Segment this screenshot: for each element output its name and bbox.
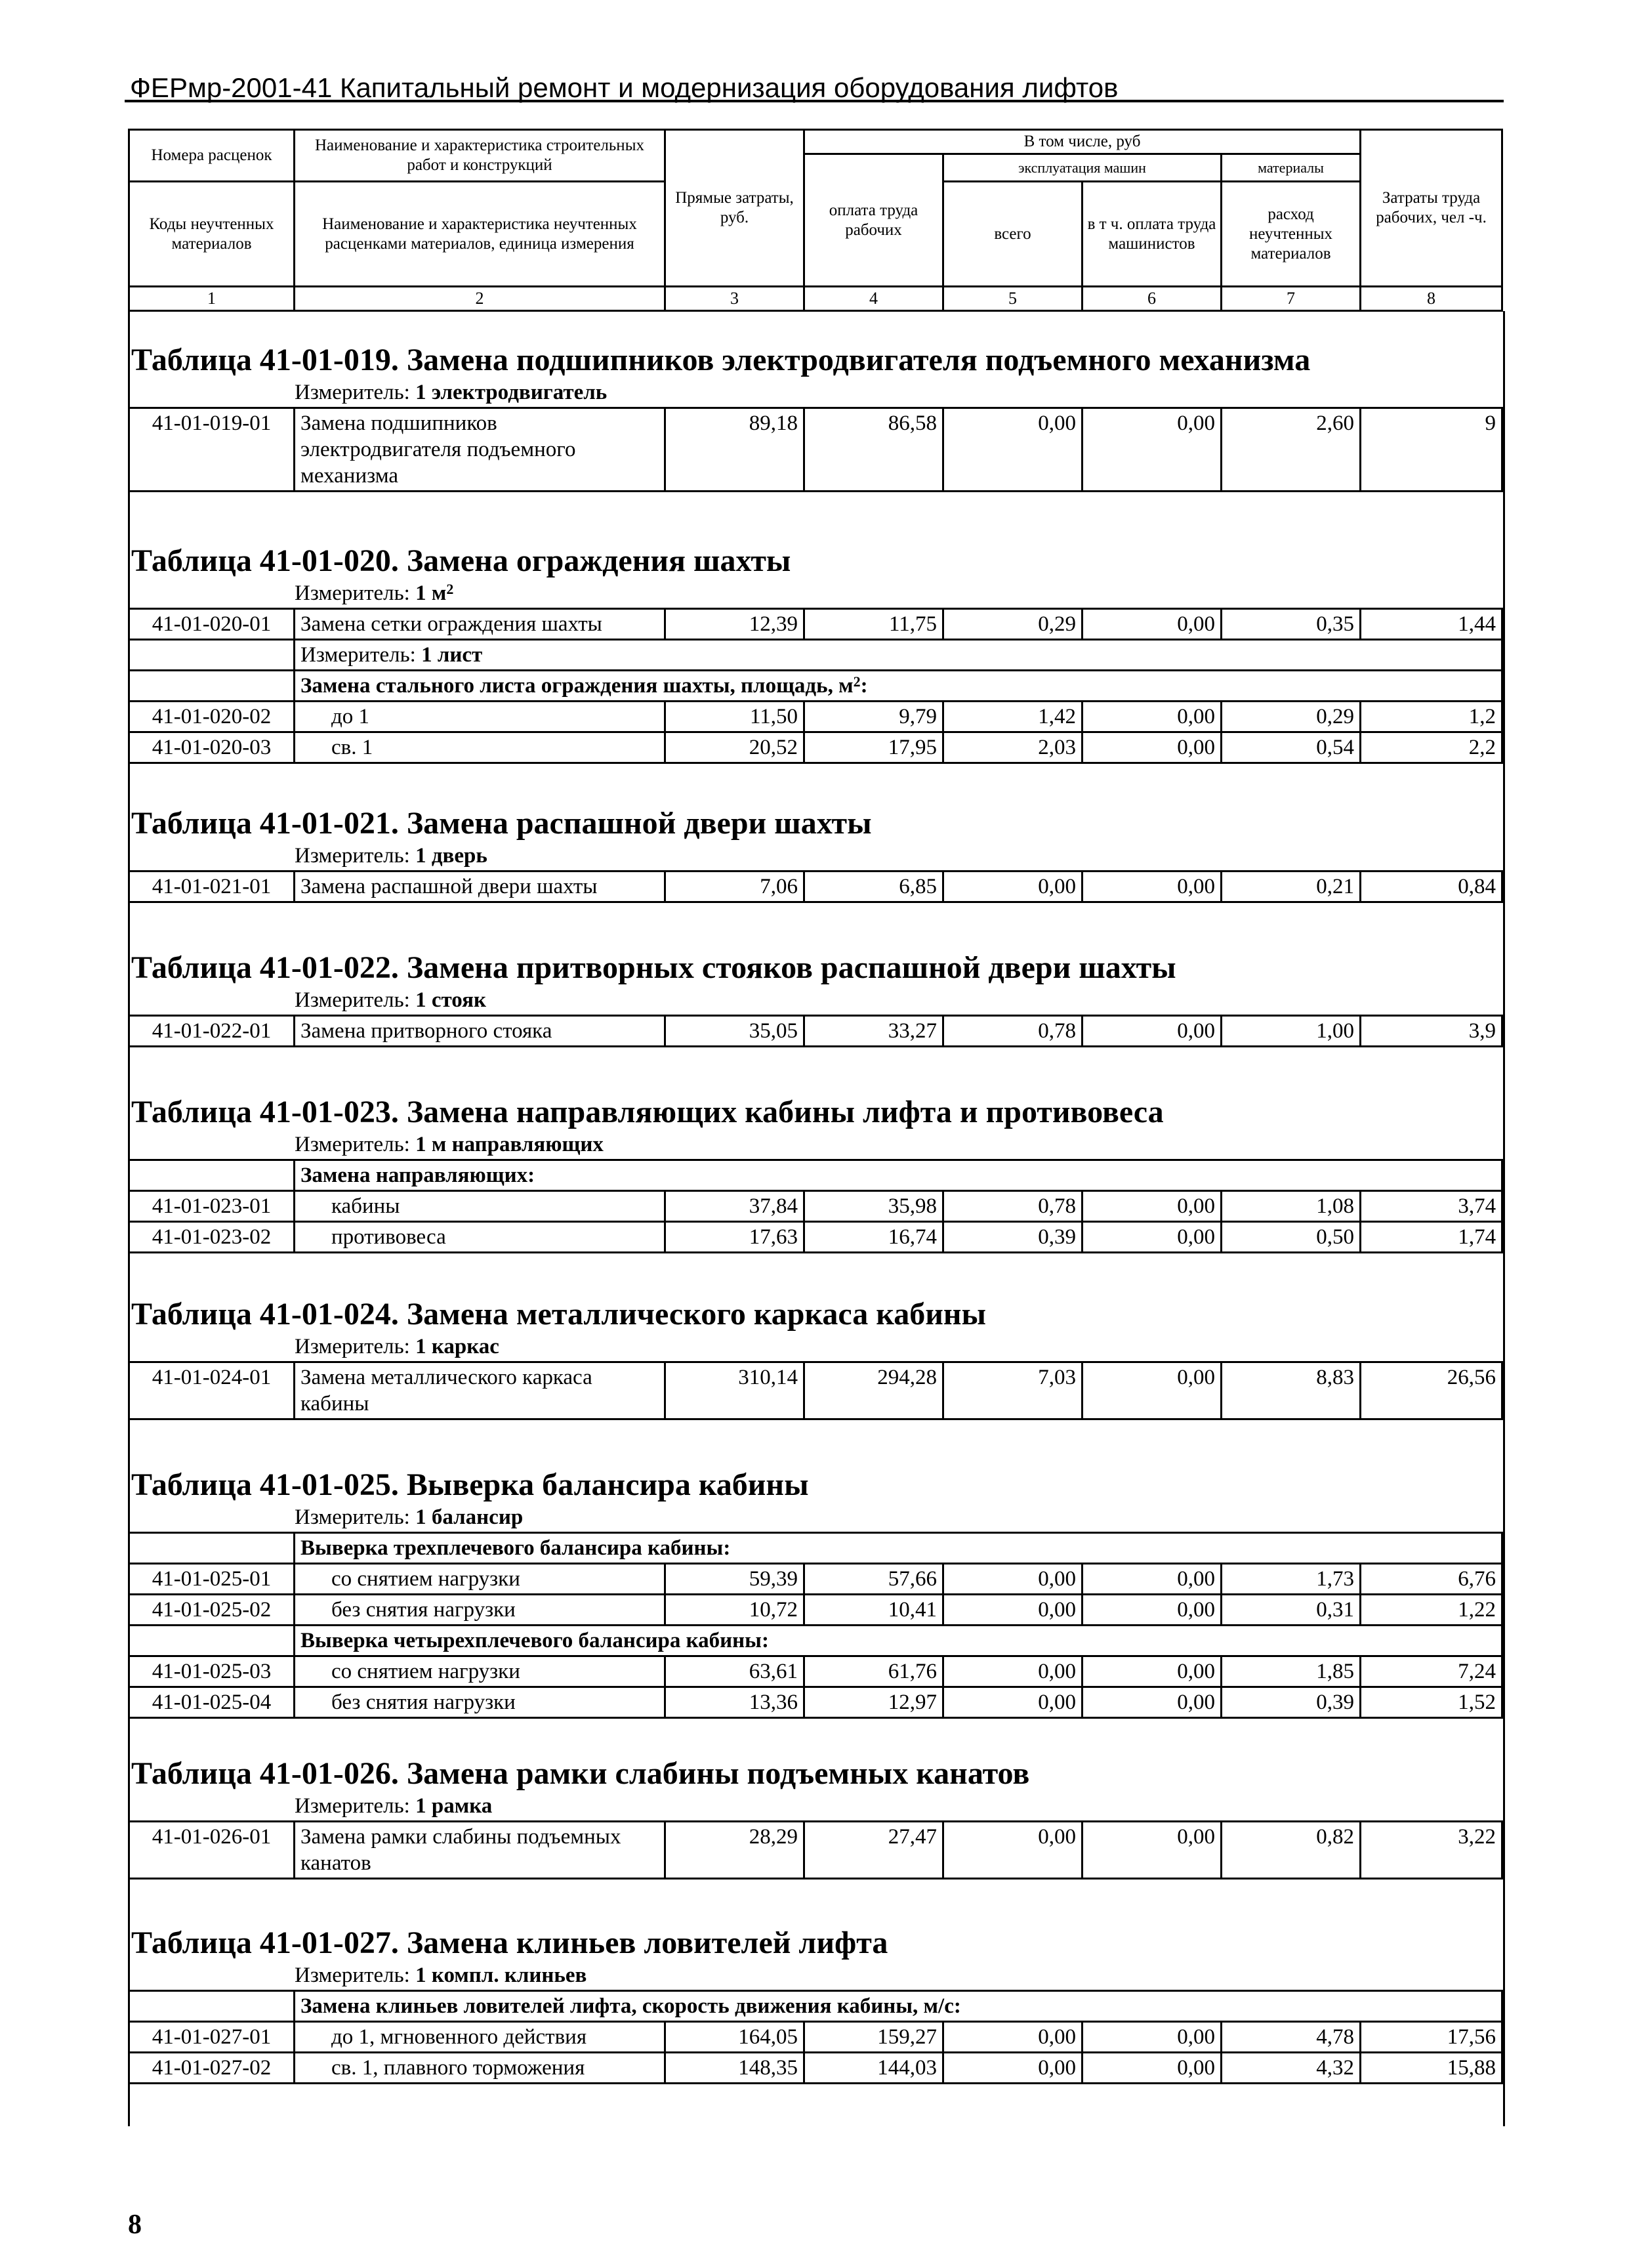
rates-table (128, 1820, 1503, 1880)
direct-cost: 11,50 (665, 702, 804, 732)
rate-name: со снятием нагрузки (295, 1564, 665, 1595)
labor-pay: 33,27 (804, 1016, 943, 1047)
table-title: Таблица 41-01-025. Выверка балансира кабины (131, 1467, 809, 1502)
subheader-row (129, 1626, 1502, 1656)
group-header: Замена стального листа ограждения шахты, площадь, $м^2$: (295, 671, 1502, 702)
direct-cost: 10,72 (665, 1595, 804, 1626)
table-title: Таблица 41-01-023. Замена направляющих кабины лифта и противовеса (131, 1095, 1164, 1129)
materials: 1,08 (1222, 1191, 1361, 1222)
table-title: Таблица 41-01-021. Замена распашной двери шахты (131, 806, 872, 841)
header-col7: расход неучтенных материалов (1222, 182, 1361, 287)
machines-total: 0,00 (943, 2053, 1083, 2084)
labor-pay: 16,74 (804, 1222, 943, 1253)
materials: 4,32 (1222, 2053, 1361, 2084)
measure-unit: Измеритель: 1 балансир (295, 1505, 524, 1529)
rates-table (128, 1361, 1503, 1420)
labor-pay: 159,27 (804, 2022, 943, 2053)
materials: 2,60 (1222, 408, 1361, 492)
machines-total: 0,00 (943, 2022, 1083, 2053)
labor-pay: 86,58 (804, 408, 943, 492)
rates-table (128, 1990, 1503, 2084)
table-row (129, 1564, 1502, 1595)
labor-hours: 3,22 (1361, 1822, 1502, 1879)
rate-code: 41-01-025-03 (129, 1656, 295, 1687)
header-rule (125, 100, 1504, 102)
subheader-row (129, 1160, 1502, 1191)
machinist-pay: 0,00 (1083, 1222, 1222, 1253)
machines-total: 0,39 (943, 1222, 1083, 1253)
machinist-pay: 0,00 (1083, 1564, 1222, 1595)
rate-code: 41-01-019-01 (129, 408, 295, 492)
col-number: 5 (943, 287, 1083, 311)
col-number: 8 (1361, 287, 1502, 311)
group-header: Выверка трехплечевого балансира кабины: (295, 1533, 1502, 1564)
header-col6: в т ч. оплата труда машинистов (1083, 182, 1222, 287)
table-row (129, 1016, 1502, 1047)
table-row (129, 609, 1502, 640)
rate-name: кабины (295, 1191, 665, 1222)
machines-total: 0,29 (943, 609, 1083, 640)
labor-hours: 1,44 (1361, 609, 1502, 640)
labor-pay: 144,03 (804, 2053, 943, 2084)
direct-cost: 20,52 (665, 732, 804, 763)
materials: 8,83 (1222, 1362, 1361, 1419)
machines-total: 0,78 (943, 1016, 1083, 1047)
labor-hours: 1,74 (1361, 1222, 1502, 1253)
rate-name: без снятия нагрузки (295, 1687, 665, 1718)
table-row (129, 872, 1502, 902)
col-number: 3 (665, 287, 804, 311)
rate-name: Замена рамки слабины подъемных канатов (295, 1822, 665, 1879)
subheader-row (129, 1991, 1502, 2022)
subheader-row (129, 671, 1502, 702)
materials: 0,29 (1222, 702, 1361, 732)
header-col1-top: Номера расценок (129, 130, 295, 182)
direct-cost: 35,05 (665, 1016, 804, 1047)
rate-code: 41-01-023-01 (129, 1191, 295, 1222)
rate-name: со снятием нагрузки (295, 1656, 665, 1687)
machines-total: 0,00 (943, 408, 1083, 492)
machines-total: 2,03 (943, 732, 1083, 763)
materials: 0,39 (1222, 1687, 1361, 1718)
machinist-pay: 0,00 (1083, 702, 1222, 732)
labor-hours: 3,74 (1361, 1191, 1502, 1222)
col-number: 2 (295, 287, 665, 311)
machinist-pay: 0,00 (1083, 2053, 1222, 2084)
table-row (129, 1362, 1502, 1419)
table-row (129, 702, 1502, 732)
measure-unit: Измеритель: 1 электродвигатель (295, 381, 608, 404)
rate-name: Замена подшипников электродвигателя подъемного механизма (295, 408, 665, 492)
labor-hours: 2,2 (1361, 732, 1502, 763)
machinist-pay: 0,00 (1083, 1362, 1222, 1419)
machinist-pay: 0,00 (1083, 2022, 1222, 2053)
direct-cost: 310,14 (665, 1362, 804, 1419)
table-title: Таблица 41-01-020. Замена ограждения шахты (131, 543, 791, 578)
rate-name: Замена сетки ограждения шахты (295, 609, 665, 640)
direct-cost: 13,36 (665, 1687, 804, 1718)
machinist-pay: 0,00 (1083, 1822, 1222, 1879)
table-row (129, 1191, 1502, 1222)
labor-hours: 3,9 (1361, 1016, 1502, 1047)
machinist-pay: 0,00 (1083, 732, 1222, 763)
materials: 0,50 (1222, 1222, 1361, 1253)
labor-hours: 9 (1361, 408, 1502, 492)
machinist-pay: 0,00 (1083, 1595, 1222, 1626)
table-title: Таблица 41-01-022. Замена притворных стояков распашной двери шахты (131, 950, 1176, 985)
table-row (129, 1222, 1502, 1253)
col-number: 4 (804, 287, 943, 311)
measure-unit: Измеритель: 1 стояк (295, 988, 487, 1012)
rate-code: 41-01-027-02 (129, 2053, 295, 2084)
rate-name: до 1, мгновенного действия (295, 2022, 665, 2053)
measure-unit: Измеритель: 1 рамка (295, 1794, 493, 1818)
rate-code: 41-01-022-01 (129, 1016, 295, 1047)
machinist-pay: 0,00 (1083, 1191, 1222, 1222)
table-row (129, 1595, 1502, 1626)
rates-table (128, 407, 1503, 492)
table-section (130, 1295, 1503, 1420)
labor-pay: 12,97 (804, 1687, 943, 1718)
rate-code: 41-01-023-02 (129, 1222, 295, 1253)
labor-hours: 17,56 (1361, 2022, 1502, 2053)
running-title: ФЕРмр-2001-41 Капитальный ремонт и модернизация оборудования лифтов (130, 72, 1119, 103)
measure-unit: Измеритель: 1 лист (295, 640, 1502, 671)
table-section (130, 805, 1503, 903)
materials: 0,35 (1222, 609, 1361, 640)
measure-unit: Измеритель: 1 $м^2$ (295, 581, 454, 605)
table-row (129, 2022, 1502, 2053)
table-row (129, 732, 1502, 763)
table-row (129, 2053, 1502, 2084)
rate-name: противовеса (295, 1222, 665, 1253)
rate-code: 41-01-024-01 (129, 1362, 295, 1419)
rates-table (128, 870, 1503, 903)
rate-code: 41-01-025-01 (129, 1564, 295, 1595)
labor-hours: 1,52 (1361, 1687, 1502, 1718)
machinist-pay: 0,00 (1083, 1656, 1222, 1687)
labor-hours: 26,56 (1361, 1362, 1502, 1419)
measure-unit: Измеритель: 1 каркас (295, 1335, 499, 1358)
rate-code: 41-01-020-02 (129, 702, 295, 732)
machines-total: 0,78 (943, 1191, 1083, 1222)
tables-body (128, 311, 1505, 2126)
header-materials: материалы (1222, 154, 1361, 182)
rates-table (128, 1532, 1503, 1719)
direct-cost: 7,06 (665, 872, 804, 902)
machinist-pay: 0,00 (1083, 872, 1222, 902)
labor-hours: 7,24 (1361, 1656, 1502, 1687)
rate-code: 41-01-027-01 (129, 2022, 295, 2053)
labor-pay: 294,28 (804, 1362, 943, 1419)
table-title: Таблица 41-01-027. Замена клиньев ловителей лифта (131, 1925, 888, 1960)
header-col4: оплата труда рабочих (804, 154, 943, 287)
col-number: 6 (1083, 287, 1222, 311)
table-section (130, 949, 1503, 1047)
rate-code: 41-01-025-04 (129, 1687, 295, 1718)
rate-code: 41-01-020-03 (129, 732, 295, 763)
measure-unit: Измеритель: 1 м направляющих (295, 1133, 604, 1156)
labor-pay: 35,98 (804, 1191, 943, 1222)
machines-total: 0,00 (943, 872, 1083, 902)
materials: 0,82 (1222, 1822, 1361, 1879)
labor-hours: 1,2 (1361, 702, 1502, 732)
rates-table (128, 1015, 1503, 1047)
machines-total: 1,42 (943, 702, 1083, 732)
labor-hours: 6,76 (1361, 1564, 1502, 1595)
rate-name: св. 1, плавного торможения (295, 2053, 665, 2084)
direct-cost: 63,61 (665, 1656, 804, 1687)
labor-pay: 6,85 (804, 872, 943, 902)
materials: 0,21 (1222, 872, 1361, 902)
labor-pay: 57,66 (804, 1564, 943, 1595)
labor-pay: 27,47 (804, 1822, 943, 1879)
table-section (130, 341, 1503, 492)
labor-hours: 1,22 (1361, 1595, 1502, 1626)
table-title: Таблица 41-01-024. Замена металлического каркаса кабины (131, 1297, 986, 1332)
rate-code: 41-01-020-01 (129, 609, 295, 640)
direct-cost: 37,84 (665, 1191, 804, 1222)
machines-total: 0,00 (943, 1822, 1083, 1879)
machinist-pay: 0,00 (1083, 408, 1222, 492)
machines-total: 7,03 (943, 1362, 1083, 1419)
table-row (129, 1656, 1502, 1687)
rate-code: 41-01-025-02 (129, 1595, 295, 1626)
group-header: Замена направляющих: (295, 1160, 1502, 1191)
machines-total: 0,00 (943, 1687, 1083, 1718)
table-row (129, 1687, 1502, 1718)
rate-name: Замена притворного стояка (295, 1016, 665, 1047)
header-col3: Прямые затраты, руб. (665, 130, 804, 287)
measure-row (129, 640, 1502, 671)
table-title: Таблица 41-01-019. Замена подшипников электродвигателя подъемного механизма (131, 343, 1311, 377)
header-col5: всего (943, 182, 1083, 287)
labor-pay: 9,79 (804, 702, 943, 732)
direct-cost: 59,39 (665, 1564, 804, 1595)
direct-cost: 164,05 (665, 2022, 804, 2053)
rate-name: св. 1 (295, 732, 665, 763)
labor-pay: 11,75 (804, 609, 943, 640)
rate-name: Замена металлического каркаса кабины (295, 1362, 665, 1419)
header-col2-bottom: Наименование и характеристика неучтенных расценками материалов, единица измерения (295, 182, 665, 287)
labor-pay: 10,41 (804, 1595, 943, 1626)
direct-cost: 28,29 (665, 1822, 804, 1879)
page-number: 8 (128, 2210, 142, 2240)
rate-code: 41-01-021-01 (129, 872, 295, 902)
rate-name: до 1 (295, 702, 665, 732)
table-section (130, 1093, 1503, 1253)
measure-unit: Измеритель: 1 компл. клиньев (295, 1964, 587, 1987)
materials: 1,00 (1222, 1016, 1361, 1047)
table-title: Таблица 41-01-026. Замена рамки слабины подъемных канатов (131, 1756, 1030, 1791)
direct-cost: 89,18 (665, 408, 804, 492)
measure-unit: Измеритель: 1 дверь (295, 844, 487, 868)
header-col8: Затраты труда рабочих, чел -ч. (1361, 130, 1502, 287)
materials: 0,31 (1222, 1595, 1361, 1626)
materials: 1,73 (1222, 1564, 1361, 1595)
machines-total: 0,00 (943, 1656, 1083, 1687)
col-number: 1 (129, 287, 295, 311)
table-section (130, 542, 1503, 764)
materials: 0,54 (1222, 732, 1361, 763)
materials: 4,78 (1222, 2022, 1361, 2053)
header-in-that: В том числе, руб (804, 130, 1361, 154)
materials: 1,85 (1222, 1656, 1361, 1687)
labor-hours: 15,88 (1361, 2053, 1502, 2084)
machines-total: 0,00 (943, 1564, 1083, 1595)
rate-code: 41-01-026-01 (129, 1822, 295, 1879)
labor-hours: 0,84 (1361, 872, 1502, 902)
rate-name: без снятия нагрузки (295, 1595, 665, 1626)
col-number: 7 (1222, 287, 1361, 311)
table-section (130, 1924, 1503, 2084)
direct-cost: 148,35 (665, 2053, 804, 2084)
machines-total: 0,00 (943, 1595, 1083, 1626)
table-row (129, 408, 1502, 492)
labor-pay: 17,95 (804, 732, 943, 763)
group-header: Выверка четырехплечевого балансира кабины: (295, 1626, 1502, 1656)
column-header-table (128, 129, 1503, 312)
direct-cost: 17,63 (665, 1222, 804, 1253)
rates-table (128, 1159, 1503, 1253)
table-section (130, 1755, 1503, 1880)
machinist-pay: 0,00 (1083, 609, 1222, 640)
group-header: Замена клиньев ловителей лифта, скорость движения кабины, м/с: (295, 1991, 1502, 2022)
subheader-row (129, 1533, 1502, 1564)
rate-name: Замена распашной двери шахты (295, 872, 665, 902)
rates-table (128, 608, 1503, 764)
header-col1-bottom: Коды неучтенных материалов (129, 182, 295, 287)
header-col2-top: Наименование и характеристика строительных работ и конструкций (295, 130, 665, 182)
machinist-pay: 0,00 (1083, 1016, 1222, 1047)
direct-cost: 12,39 (665, 609, 804, 640)
table-section (130, 1466, 1503, 1719)
table-row (129, 1822, 1502, 1879)
labor-pay: 61,76 (804, 1656, 943, 1687)
machinist-pay: 0,00 (1083, 1687, 1222, 1718)
header-machines: эксплуатация машин (943, 154, 1222, 182)
